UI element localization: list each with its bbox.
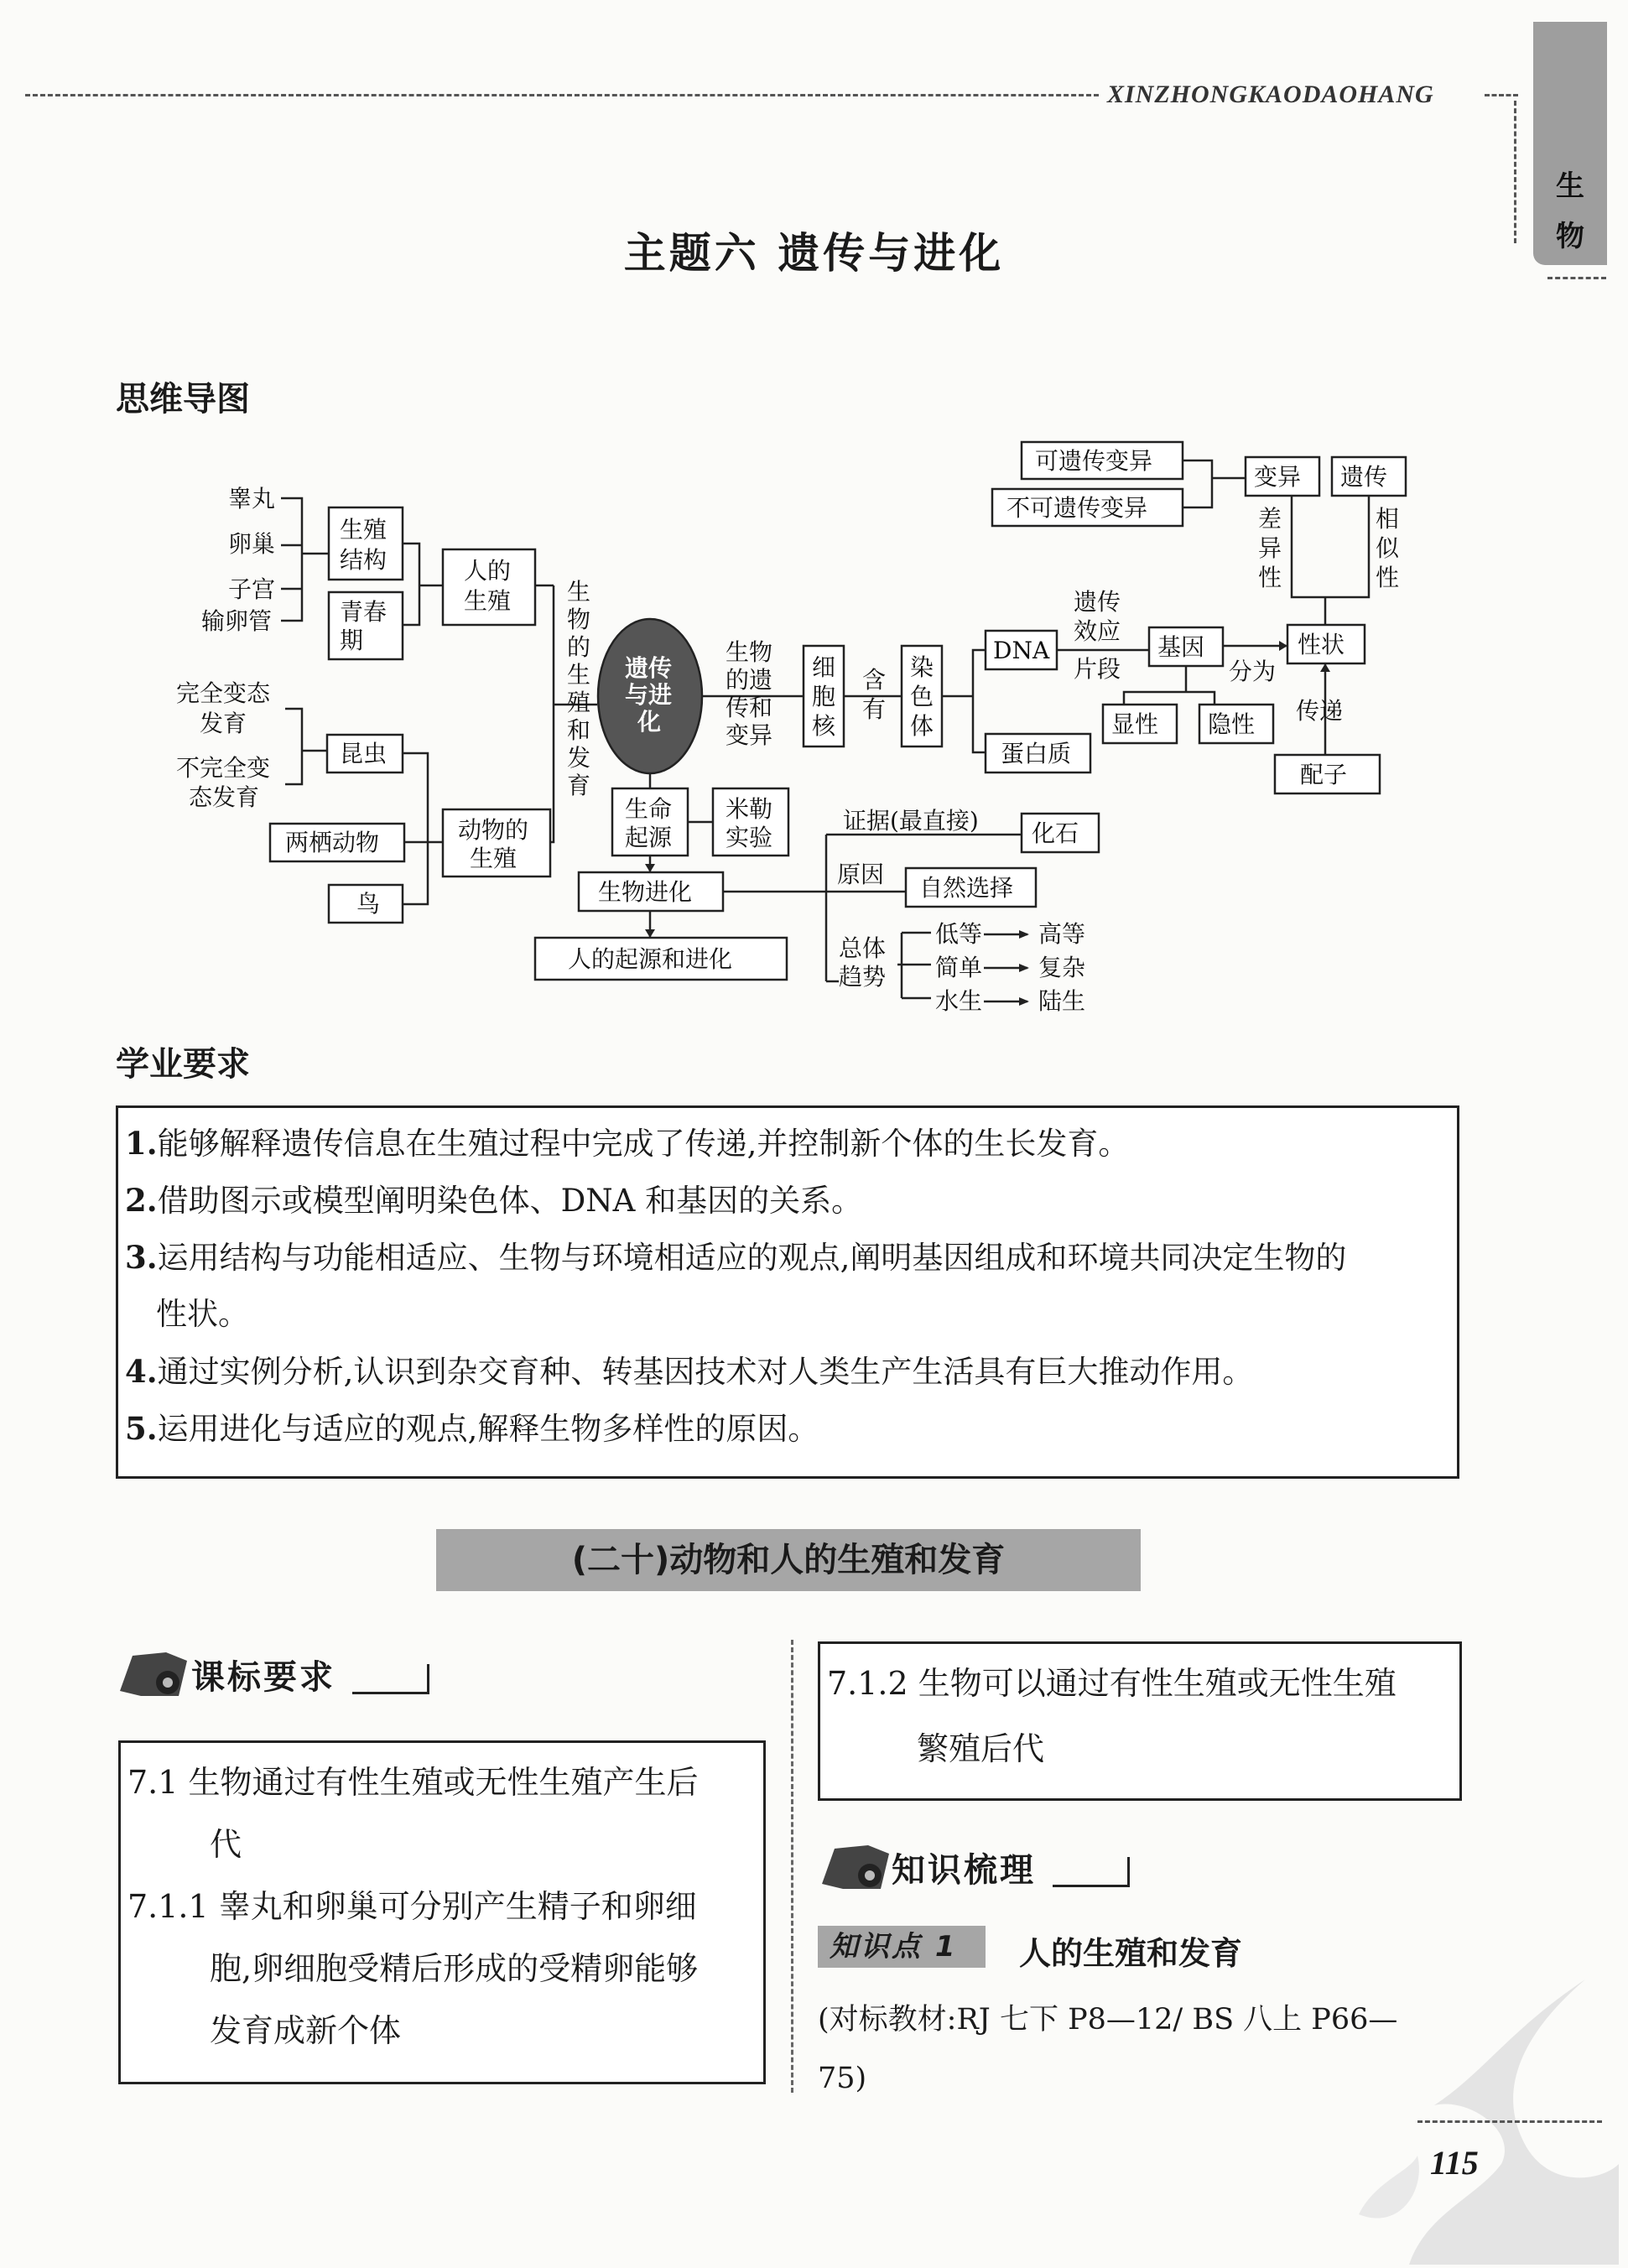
non-heritable-variation: 不可遗传变异 (1006, 494, 1148, 522)
fossil: 化石 (1032, 819, 1079, 847)
organ-uterus: 子宫 (228, 575, 276, 603)
decorative-splash (1308, 1963, 1619, 2265)
curr-right-2: 繁殖后代 (917, 1730, 1045, 1767)
contains-1: 含 (862, 666, 887, 694)
trend-to-1: 高等 (1038, 920, 1086, 948)
diff-3: 性 (1258, 564, 1282, 591)
organ-oviduct: 输卵管 (201, 607, 273, 635)
dna: DNA (993, 637, 1050, 664)
gene-seg-2: 效应 (1074, 617, 1121, 645)
footer-dash-line (1417, 2120, 1602, 2123)
incomplete-meta-1: 不完全变 (176, 754, 271, 782)
evidence: 证据(最直接) (843, 807, 979, 835)
textbook-ref-2: 75) (818, 2062, 867, 2095)
heredity-label-1: 生物 (726, 638, 773, 666)
heredity-label-4: 变异 (726, 721, 773, 749)
recessive: 隐性 (1208, 710, 1256, 738)
vlabel-8: 育 (567, 772, 591, 799)
trend-from-3: 水生 (935, 987, 983, 1015)
nucleus-2: 胞 (812, 683, 836, 710)
curriculum-box-left (118, 1740, 766, 2084)
diff-1: 差 (1258, 505, 1282, 533)
req-item-3: 3.运用结构与功能相适应、生物与环境相适应的观点,阐明基因组成和环境共同决定生物的 (125, 1239, 1347, 1276)
vlabel-5: 殖 (567, 689, 591, 716)
label-underline-2 (1053, 1857, 1130, 1887)
dominant: 显性 (1111, 710, 1159, 738)
evolution: 生物进化 (598, 878, 693, 906)
cause: 原因 (837, 861, 885, 888)
curr-left-5: 发育成新个体 (210, 2012, 402, 2049)
gene: 基因 (1157, 633, 1205, 661)
knowledge-point-tag: 知识点 1 (818, 1926, 986, 1968)
puberty-1: 青春 (340, 598, 387, 626)
knowledge-point-title: 人的生殖和发育 (1019, 1935, 1243, 1972)
textbook-ref-1: (对标教材:RJ 七下 P8—12/ BS 八上 P66— (818, 2003, 1398, 2037)
human-repro-1: 人的 (464, 557, 512, 585)
chromosome-2: 色 (910, 683, 934, 710)
subject-char-1: 生 (1556, 169, 1584, 203)
trend-from-1: 低等 (935, 920, 983, 948)
vlabel-6: 和 (567, 716, 591, 744)
bird: 鸟 (356, 890, 381, 918)
column-divider (791, 1640, 793, 2093)
variation: 变异 (1254, 463, 1302, 491)
origin-life-2: 起源 (625, 824, 673, 851)
req-item-4: 4.通过实例分析,认识到杂交育种、转基因技术对人类生产生活具有巨大推动作用。 (125, 1353, 1254, 1390)
nucleus-1: 细 (812, 653, 836, 681)
miller-2: 实验 (726, 824, 773, 851)
req-item-2: 2.借助图示或模型阐明染色体、DNA 和基因的关系。 (125, 1182, 863, 1219)
natural-selection: 自然选择 (919, 874, 1014, 902)
heredity-label-2: 的遗 (726, 666, 773, 694)
curr-left-3: 7.1.1 睾丸和卵巢可分别产生精子和卵细 (127, 1888, 697, 1925)
heredity-label-3: 传和 (726, 694, 773, 721)
vlabel-2: 物 (567, 606, 591, 633)
section-banner: (二十)动物和人的生殖和发育 (436, 1529, 1141, 1591)
curr-left-4: 胞,卵细胞受精后形成的受精卵能够 (210, 1950, 699, 1987)
split: 分为 (1229, 658, 1277, 685)
protein: 蛋白质 (1001, 740, 1072, 767)
gamete: 配子 (1300, 761, 1348, 788)
page-number: 115 (1430, 2144, 1479, 2182)
trend-to-3: 陆生 (1038, 987, 1086, 1015)
book-icon (116, 1649, 191, 1699)
contains-2: 有 (862, 695, 887, 723)
simil-3: 性 (1376, 564, 1400, 591)
animal-repro-2: 生殖 (470, 845, 518, 872)
heredity-box: 遗传 (1340, 463, 1388, 491)
organ-ovary: 卵巢 (228, 530, 276, 558)
gene-seg-3: 片段 (1074, 655, 1121, 683)
req-item-3-cont: 性状。 (156, 1296, 249, 1332)
book-icon-2 (818, 1842, 893, 1892)
origin-life-1: 生命 (625, 795, 673, 823)
heritable-variation: 可遗传变异 (1035, 447, 1153, 475)
curr-right-1: 7.1.2 生物可以通过有性生殖或无性生殖 (827, 1665, 1397, 1702)
label-underline (352, 1664, 429, 1694)
diff-2: 异 (1258, 534, 1282, 562)
repro-structure-1: 生殖 (340, 516, 387, 544)
vlabel-3: 的 (567, 633, 591, 661)
vlabel-4: 生 (567, 661, 591, 689)
gene-seg-1: 遗传 (1074, 588, 1121, 616)
complete-meta-1: 完全变态 (176, 679, 271, 707)
human-repro-2: 生殖 (464, 587, 512, 615)
nucleus-3: 核 (812, 712, 836, 740)
human-origin: 人的起源和进化 (568, 945, 733, 973)
trend-2: 趋势 (839, 963, 887, 991)
simil-1: 相 (1376, 505, 1400, 533)
animal-repro-1: 动物的 (458, 816, 529, 844)
vlabel-1: 生 (567, 578, 591, 606)
core-1: 遗传 (625, 654, 673, 682)
curriculum-label: 课标要求 (191, 1658, 335, 1697)
requirements-box (116, 1105, 1459, 1479)
trend-to-2: 复杂 (1038, 954, 1086, 981)
trend-from-2: 简单 (935, 954, 983, 981)
amphibian: 两栖动物 (285, 829, 380, 856)
insect: 昆虫 (340, 740, 387, 767)
vlabel-7: 发 (567, 744, 591, 772)
organ-testis: 睾丸 (228, 485, 276, 512)
curriculum-box-right (818, 1641, 1462, 1801)
knowledge-label: 知识梳理 (892, 1851, 1036, 1890)
chromosome-3: 体 (910, 712, 934, 740)
core-2: 与进 (625, 681, 673, 709)
series-name: XINZHONGKAODAOHANG (1107, 81, 1434, 108)
curr-left-1: 7.1 生物通过有性生殖或无性生殖产生后 (127, 1764, 699, 1801)
mindmap-heading: 思维导图 (116, 380, 250, 419)
trend-1: 总体 (839, 934, 887, 962)
transmit: 传递 (1296, 697, 1344, 725)
trait: 性状 (1298, 631, 1345, 658)
miller-1: 米勒 (726, 795, 773, 823)
requirements-heading: 学业要求 (116, 1045, 250, 1084)
puberty-2: 期 (340, 627, 364, 654)
page-title: 主题六 遗传与进化 (623, 229, 1005, 278)
repro-structure-2: 结构 (340, 546, 387, 574)
req-item-5: 5.运用进化与适应的观点,解释生物多样性的原因。 (125, 1410, 819, 1447)
incomplete-meta-2: 态发育 (189, 783, 260, 811)
req-item-1: 1.能够解释遗传信息在生殖过程中完成了传递,并控制新个体的生长发育。 (125, 1125, 1130, 1162)
complete-meta-2: 发育 (200, 710, 247, 737)
simil-2: 似 (1376, 534, 1400, 562)
curr-left-2: 代 (210, 1826, 242, 1863)
core-3: 化 (637, 708, 662, 736)
chromosome-1: 染 (910, 653, 934, 681)
subject-char-2: 物 (1556, 220, 1584, 253)
